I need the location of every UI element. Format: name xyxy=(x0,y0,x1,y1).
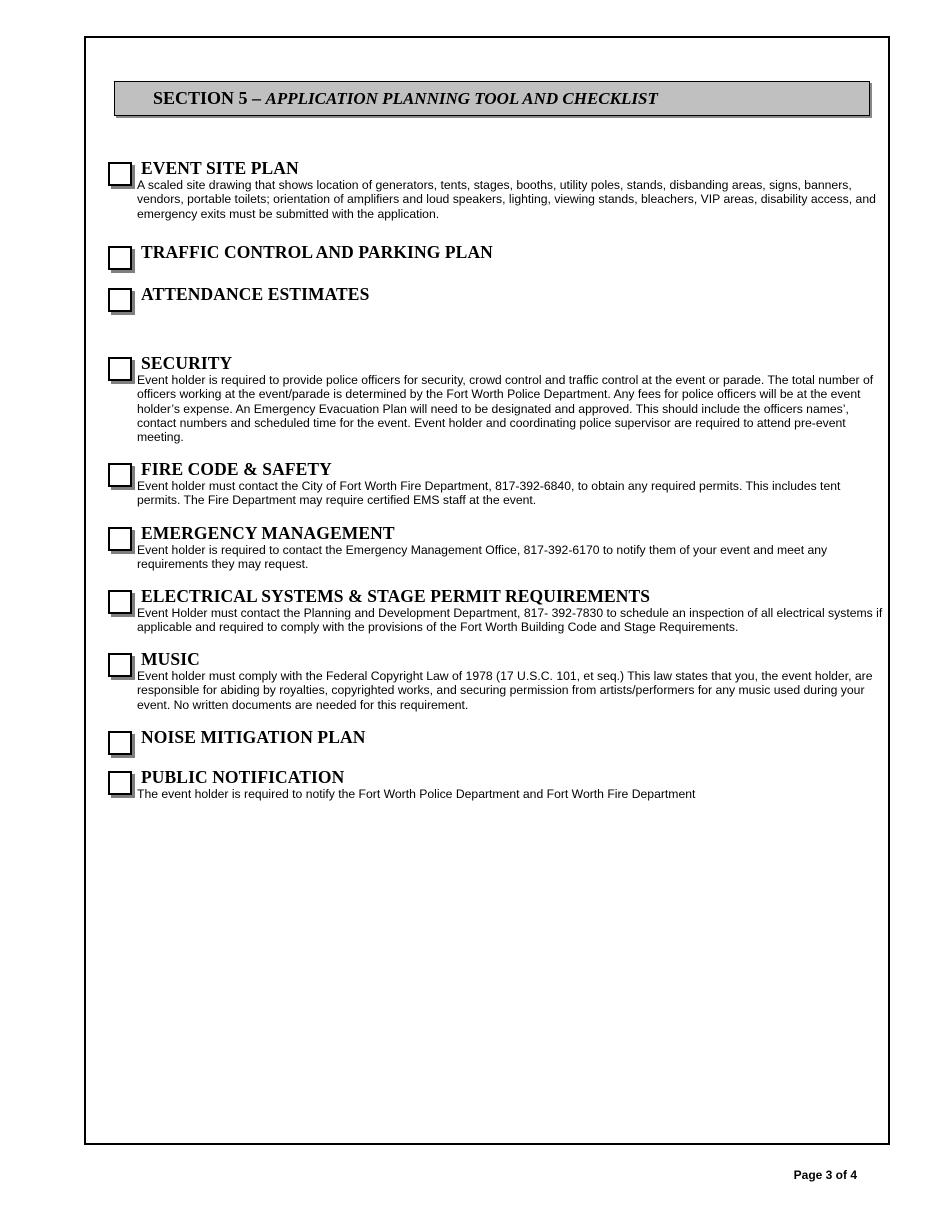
checkbox[interactable] xyxy=(108,288,132,312)
checkbox[interactable] xyxy=(108,731,132,755)
checkbox[interactable] xyxy=(108,590,132,614)
item-title: PUBLIC NOTIFICATION xyxy=(141,767,345,787)
item-description: Event holder must comply with the Federal Copyright Law of 1978 (17 U.S.C. 101, et seq.) This law states that you, the event holder, are responsible for abiding by royalties, copyrighted works, and securing permission from artists/performers for any music used during your event. No written documents are needed for this requirement. xyxy=(137,669,873,712)
item-title: SECURITY xyxy=(141,353,233,373)
item-title: EVENT SITE PLAN xyxy=(141,158,299,178)
item-description: Event Holder must contact the Planning and Development Department, 817- 392-7830 to schedule an inspection of all electrical systems if applicable and required to comply with the provisions of the Fort Worth Building Code and Stage Requirements. xyxy=(137,606,883,635)
checkbox[interactable] xyxy=(108,162,132,186)
item-title: FIRE CODE & SAFETY xyxy=(141,459,332,479)
checkbox[interactable] xyxy=(108,246,132,270)
section-header xyxy=(114,81,870,116)
item-description: Event holder must contact the City of Fort Worth Fire Department, 817-392-6840, to obtain any required permits. This includes tent permits. The Fire Department may require certified EMS staff at the event. xyxy=(137,479,841,508)
checkbox[interactable] xyxy=(108,357,132,381)
section-title: APPLICATION PLANNING TOOL AND CHECKLIST xyxy=(265,89,658,108)
item-title: MUSIC xyxy=(141,649,200,669)
page-number: Page 3 of 4 xyxy=(793,1168,857,1182)
item-title: TRAFFIC CONTROL AND PARKING PLAN xyxy=(141,242,493,262)
item-title: EMERGENCY MANAGEMENT xyxy=(141,523,395,543)
checkbox[interactable] xyxy=(108,463,132,487)
item-description: A scaled site drawing that shows location of generators, tents, stages, booths, utility poles, stands, disbanding areas, signs, banners, vendors, portable toilets; orientation of amplifiers and loud speakers, lighting, viewing stands, bleachers, VIP areas, disability access, and emergency exits must be submitted with the application. xyxy=(137,178,876,221)
checkbox[interactable] xyxy=(108,527,132,551)
checkbox[interactable] xyxy=(108,771,132,795)
checkbox[interactable] xyxy=(108,653,132,677)
item-title: ATTENDANCE ESTIMATES xyxy=(141,284,370,304)
item-description: The event holder is required to notify the Fort Worth Police Department and Fort Worth Fire Department xyxy=(137,787,696,801)
item-title: NOISE MITIGATION PLAN xyxy=(141,727,366,747)
section-number: SECTION 5 – xyxy=(153,88,266,108)
item-title: ELECTRICAL SYSTEMS & STAGE PERMIT REQUIREMENTS xyxy=(141,586,651,606)
item-description: Event holder is required to contact the Emergency Management Office, 817-392-6170 to notify them of your event and meet any requirements they may request. xyxy=(137,543,828,572)
item-description: Event holder is required to provide police officers for security, crowd control and traffic control at the event or parade. The total number of officers working at the event/parade is determined by the Fort Worth Police Department. Any fees for police officers will be at the event holder’s expense. An Emergency Evacuation Plan will need to be designated and approved. This should include the officers names’, contact numbers and scheduled time for the event. Event holder and coordinating police supervisor are required to attend pre-event meeting. xyxy=(137,373,874,445)
